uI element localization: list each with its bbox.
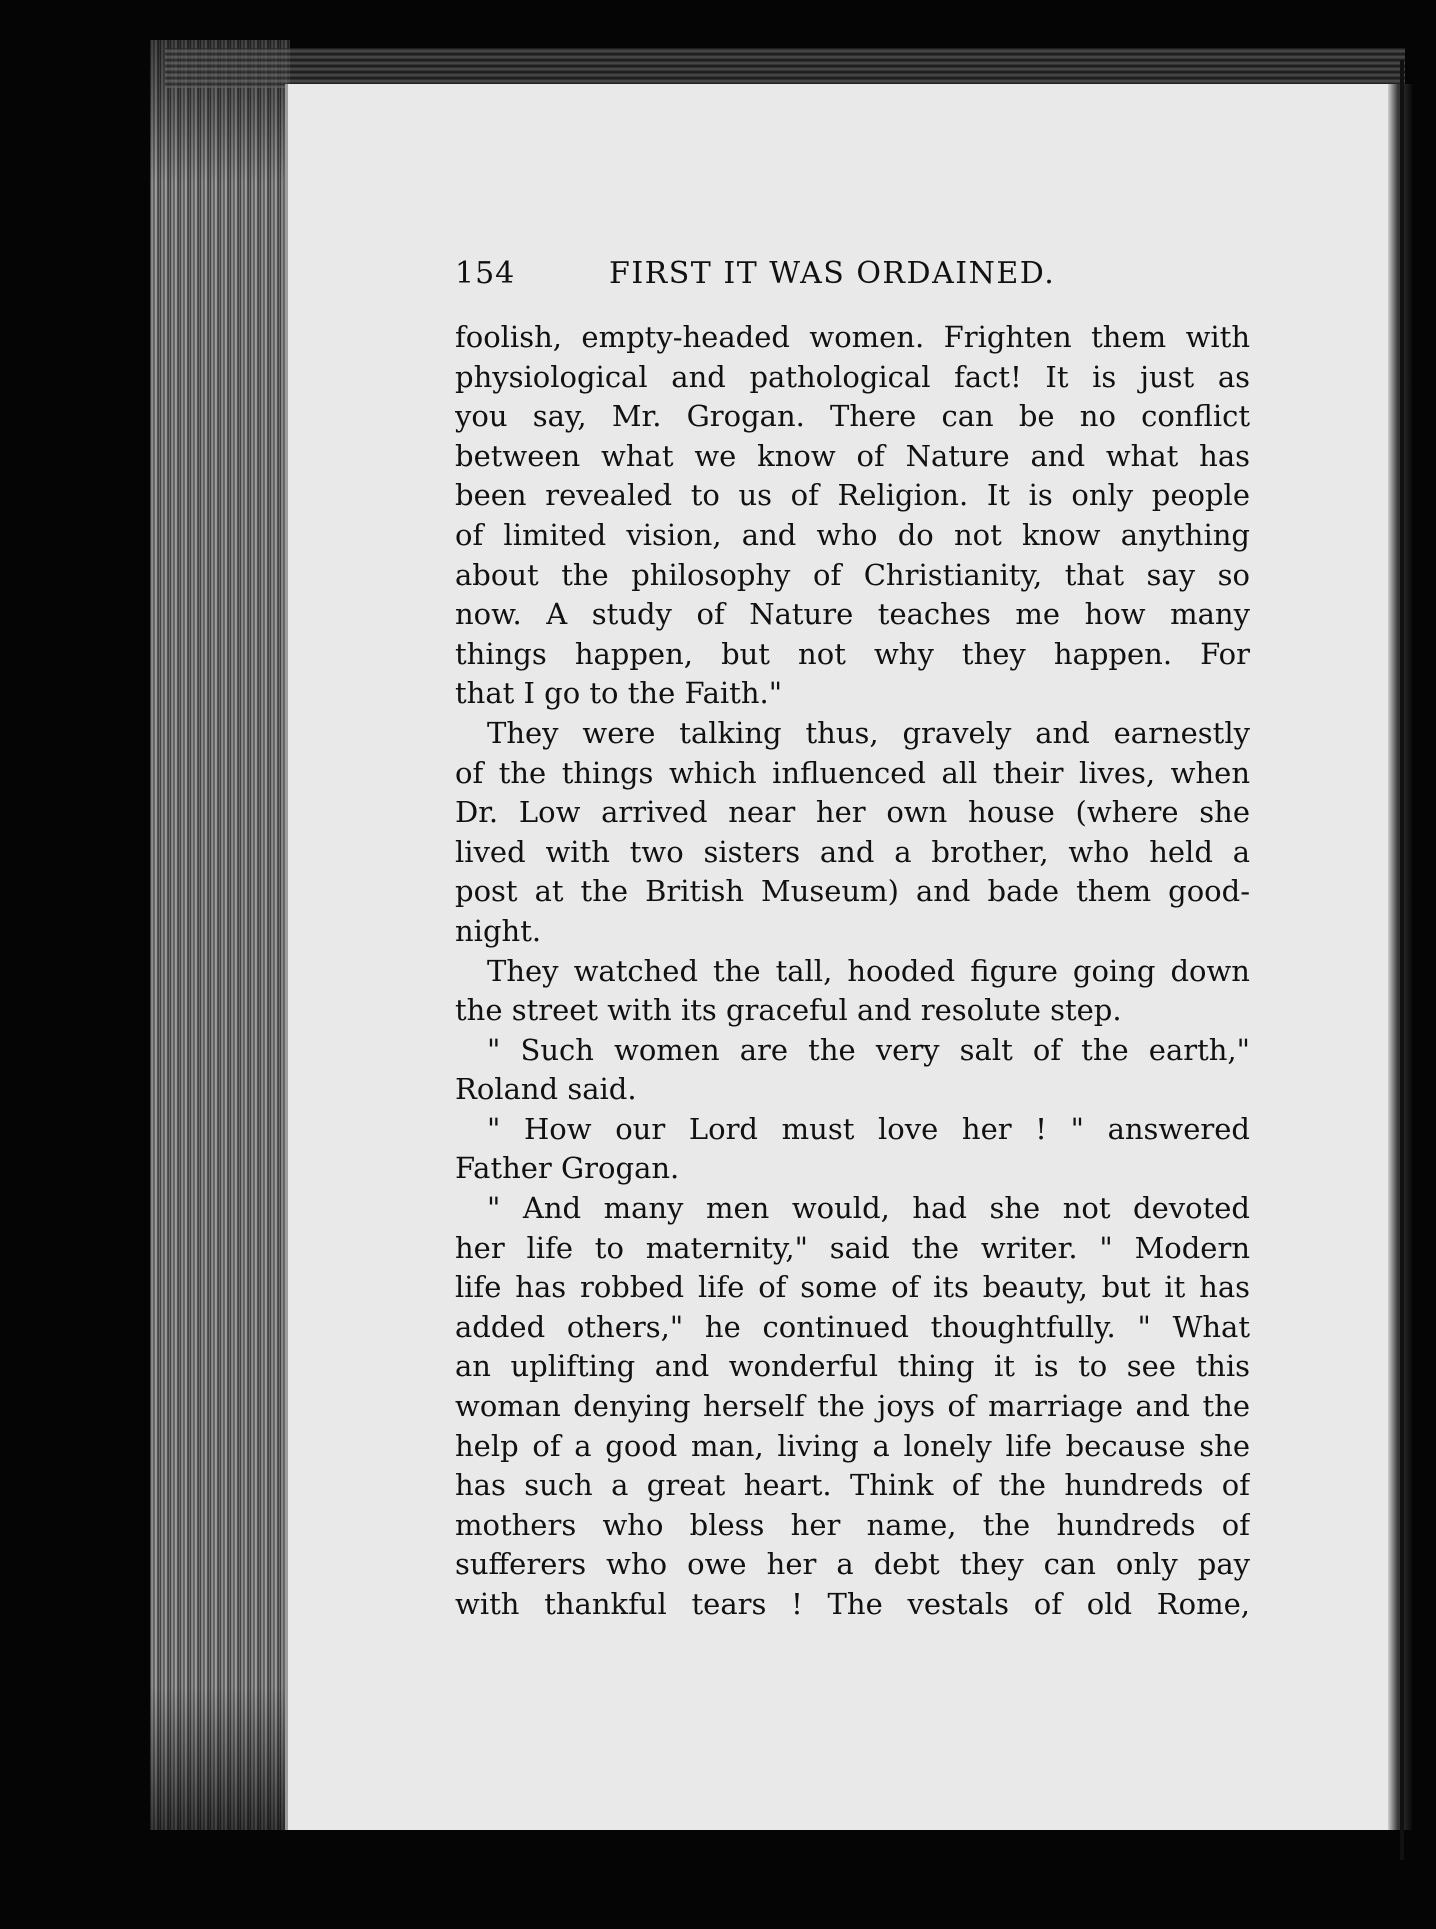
page-edges [150,40,290,1830]
text-line: of limited vision, and who do not know anything [455,517,1250,552]
text-line: help of a good man, living a lonely life because she [455,1428,1250,1463]
text-line: added others," he continued thoughtfully. " What [455,1309,1250,1344]
text-line: " And many men would, had she not devoted [487,1191,1250,1226]
text-line: lived with two sisters and a brother, who held a [455,834,1250,869]
text-line: They were talking thus, gravely and earnestly [487,715,1250,750]
text-line: " Such women are the very salt of the earth," [487,1032,1250,1067]
text-line: night. [455,913,542,948]
text-line: mothers who bless her name, the hundreds of [455,1507,1250,1542]
page-header [455,256,1255,306]
text-line: physiological and pathological fact! It is just as [455,359,1250,394]
text-line: an uplifting and wonderful thing it is to see this [455,1349,1250,1384]
text-line: Roland said. [455,1072,637,1107]
running-title: FIRST IT WAS ORDAINED. [609,256,1056,291]
text-line: Dr. Low arrived near her own house (where she [455,795,1250,830]
text-line: that I go to the Faith." [455,676,783,711]
text-line: you say, Mr. Grogan. There can be no conflict [455,399,1250,434]
text-line: " How our Lord must love her ! " answered [487,1111,1250,1146]
text-line: has such a great heart. Think of the hundreds of [455,1468,1250,1503]
text-line: post at the British Museum) and bade them good- [455,874,1250,909]
text-line: Father Grogan. [455,1151,680,1186]
text-line: her life to maternity," said the writer. " Modern [455,1230,1250,1265]
text-line: of the things which influenced all their lives, when [455,755,1250,790]
text-line: about the philosophy of Christianity, that say so [455,557,1250,592]
page-number: 154 [455,256,516,291]
text-line: woman denying herself the joys of marriage and the [455,1389,1250,1424]
text-line: the street with its graceful and resolute step. [455,993,1122,1028]
text-line: been revealed to us of Religion. It is only people [455,478,1250,513]
text-line: now. A study of Nature teaches me how many [455,597,1250,632]
text-line: life has robbed life of some of its beauty, but it has [455,1270,1250,1305]
text-line: foolish, empty-headed women. Frighten them with [455,320,1250,354]
text-line: They watched the tall, hooded figure going down [487,953,1250,988]
text-line: sufferers who owe her a debt they can only pay [455,1547,1250,1582]
text-line: things happen, but not why they happen. For [455,636,1250,671]
text-line: between what we know of Nature and what has [455,438,1250,473]
text-line: with thankful tears ! The vestals of old Rome, [455,1587,1250,1621]
body-text [455,318,1250,1625]
page-edge-right [1400,60,1404,1860]
page-edge-top [165,48,1405,88]
